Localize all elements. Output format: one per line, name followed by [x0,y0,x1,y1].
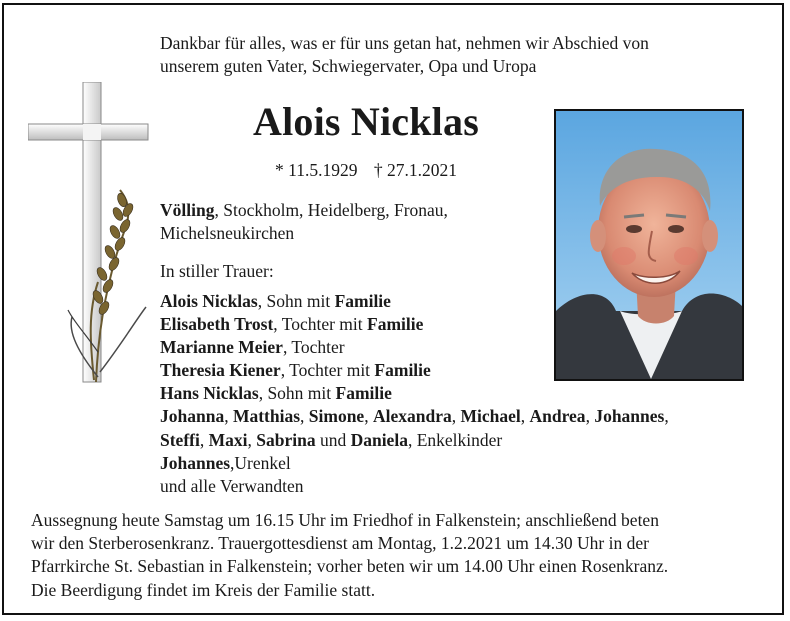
great-grandchild-name: Johannes [160,452,231,473]
great-grandchild-label: ,Urenkel [230,452,291,473]
member-relation: , Tochter mit [273,314,368,335]
grandchild-name: Daniela [350,429,408,450]
service-line: Die Beerdigung findet im Kreis der Familie statt. [31,579,376,600]
member-relation: , Tochter [282,337,345,358]
cross-with-wheat-icon [28,82,158,392]
places-rest: , Stockholm, Heidelberg, Fronau, [214,200,448,220]
member-name: Elisabeth Trost [160,314,274,335]
grandchild-name: Matthias [232,406,301,427]
member-relation: , Sohn mit [258,383,336,404]
portrait-photo [554,109,744,381]
grandchild-name: Alexandra [372,406,452,427]
member-family: Familie [374,360,431,381]
conjunction: und [315,429,351,450]
grandchild-name: Andrea [529,406,586,427]
grandchild-name: Simone [308,406,365,427]
death-date: † 27.1.2021 [373,160,457,180]
places-line2: Michelsneukirchen [160,223,295,243]
member-name: Theresia Kiener [160,360,281,381]
life-dates [275,160,469,181]
great-grandchild-line [160,452,760,475]
member-name: Marianne Meier [160,337,283,358]
member-family: Familie [367,314,424,335]
service-line: Pfarrkirche St. Sebastian in Falkenstein; vorher beten wir um 14.00 Uhr einen Rosenkranz. [31,556,669,577]
birth-date: * 11.5.1929 [275,160,358,180]
member-family: Familie [335,383,392,404]
relatives-line: und alle Verwandten [160,475,304,496]
service-line: wir den Sterberosenkranz. Trauergottesdienst am Montag, 1.2.2021 um 14.30 Uhr in der [31,533,649,554]
grandchildren-line-2: Steffi, Maxi, Sabrina und Daniela, Enkelkinder [160,429,503,450]
member-family: Familie [334,291,391,311]
member-relation: , Sohn mit [257,291,335,311]
grandchild-name: Johannes [594,406,665,427]
mourning-label: In stiller Trauer: [160,261,274,281]
grandchildren-line-1: Johanna, Matthias, Simone, Alexandra, Michael, Andrea, Johannes, [160,406,669,427]
grandchild-name: Steffi [160,429,200,450]
grandchild-name: Michael [460,406,521,427]
family-member [160,382,760,405]
member-relation: , Tochter mit [280,360,375,381]
intro-line: Dankbar für alles, was er für uns getan hat, nehmen wir Abschied von [160,33,649,53]
grandchild-name: Sabrina [256,429,316,450]
grandchild-name: Johanna [160,406,225,427]
member-name: Hans Nicklas [160,383,259,404]
service-info [31,509,771,602]
portrait-image [556,111,742,379]
place-bold: Völling [160,200,215,220]
member-name: Alois Nicklas [160,291,258,311]
service-line: Aussegnung heute Samstag um 16.15 Uhr im Friedhof in Falkenstein; anschließend beten [31,510,659,530]
grandchildren-label: , Enkelkinder [407,429,503,450]
intro-line: unserem guten Vater, Schwiegervater, Opa und Uropa [160,56,537,76]
grandchild-name: Maxi [208,429,248,450]
deceased-name: Alois Nicklas [253,99,479,144]
intro-text [160,32,760,78]
places [160,199,520,245]
